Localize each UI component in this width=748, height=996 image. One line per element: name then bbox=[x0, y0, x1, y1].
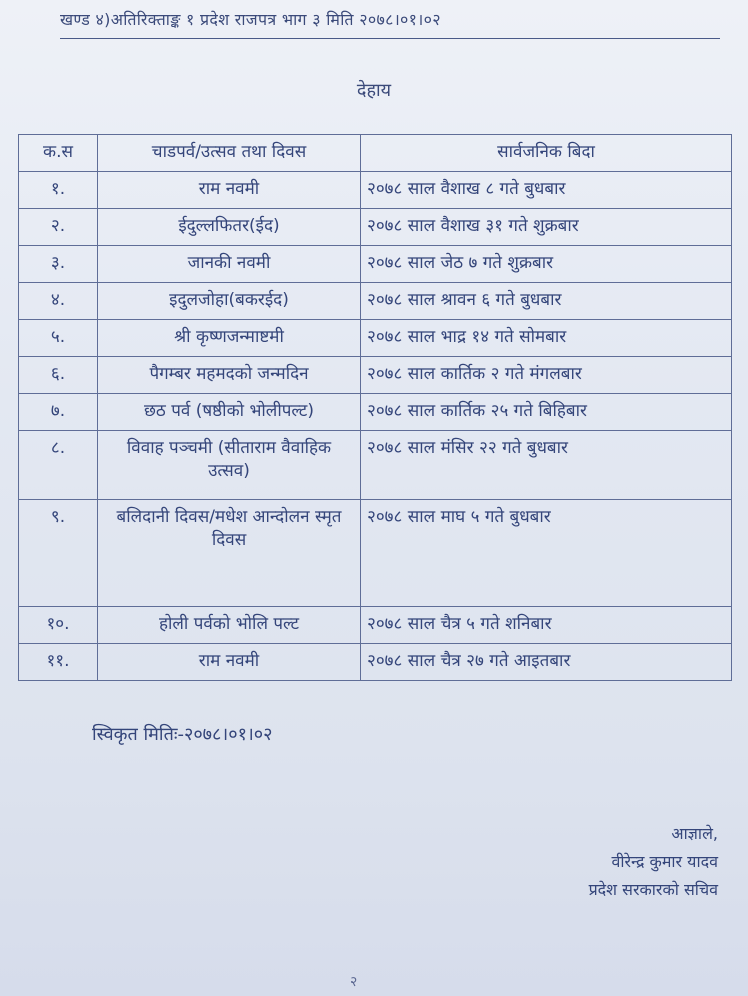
row-sn: ३. bbox=[19, 246, 98, 283]
row-sn: ९. bbox=[19, 500, 98, 607]
holiday-table bbox=[18, 134, 732, 681]
row-date: २०७८ साल चैत्र २७ गते आइतबार bbox=[361, 644, 732, 681]
row-festival: होली पर्वको भोलि पल्ट bbox=[98, 607, 361, 644]
table-row bbox=[19, 431, 732, 500]
column-header-festival: चाडपर्व/उत्सव तथा दिवस bbox=[98, 135, 361, 172]
table-header-row bbox=[19, 135, 732, 172]
row-festival: इदुलजोहा(बकरईद) bbox=[98, 283, 361, 320]
row-festival: विवाह पञ्चमी (सीताराम वैवाहिक उत्सव) bbox=[98, 431, 361, 500]
row-date: २०७८ साल वैशाख ८ गते बुधबार bbox=[361, 172, 732, 209]
column-header-holiday: सार्वजनिक बिदा bbox=[361, 135, 732, 172]
row-date: २०७८ साल कार्तिक २५ गते बिहिबार bbox=[361, 394, 732, 431]
row-sn: ११. bbox=[19, 644, 98, 681]
signature-block bbox=[589, 820, 718, 904]
row-festival: श्री कृष्णजन्माष्टमी bbox=[98, 320, 361, 357]
table-row bbox=[19, 500, 732, 607]
table-row bbox=[19, 644, 732, 681]
row-festival: ईदुल्लफितर(ईद) bbox=[98, 209, 361, 246]
row-date: २०७८ साल माघ ५ गते बुधबार bbox=[361, 500, 732, 607]
table-row bbox=[19, 357, 732, 394]
row-festival: राम नवमी bbox=[98, 172, 361, 209]
row-sn: ५. bbox=[19, 320, 98, 357]
table-row bbox=[19, 394, 732, 431]
annex-title: देहाय bbox=[356, 80, 392, 101]
row-festival: पैगम्बर महमदको जन्मदिन bbox=[98, 357, 361, 394]
row-festival: छठ पर्व (षष्ठीको भोलीपल्ट) bbox=[98, 394, 361, 431]
row-date: २०७८ साल भाद्र १४ गते सोमबार bbox=[361, 320, 732, 357]
table-row bbox=[19, 283, 732, 320]
signature-title: प्रदेश सरकारको सचिव bbox=[588, 880, 718, 899]
row-sn: ६. bbox=[19, 357, 98, 394]
row-date: २०७८ साल वैशाख ३१ गते शुक्रबार bbox=[361, 209, 732, 246]
row-sn: ४. bbox=[19, 283, 98, 320]
row-festival: बलिदानी दिवस/मधेश आन्दोलन स्मृत दिवस bbox=[98, 500, 361, 607]
table-row bbox=[19, 209, 732, 246]
row-sn: ७. bbox=[19, 394, 98, 431]
table-row bbox=[19, 320, 732, 357]
row-date: २०७८ साल श्रावन ६ गते बुधबार bbox=[361, 283, 732, 320]
signature-name: वीरेन्द्र कुमार यादव bbox=[611, 852, 718, 871]
row-festival: जानकी नवमी bbox=[98, 246, 361, 283]
row-date: २०७८ साल कार्तिक २ गते मंगलबार bbox=[361, 357, 732, 394]
table-row bbox=[19, 246, 732, 283]
page-number: २ bbox=[350, 974, 358, 990]
approved-date: स्विकृत मितिः-२०७८।०१।०२ bbox=[92, 724, 273, 745]
row-sn: ८. bbox=[19, 431, 98, 500]
row-date: २०७८ साल मंसिर २२ गते बुधबार bbox=[361, 431, 732, 500]
column-header-sn: क.स bbox=[19, 135, 98, 172]
gazette-header: खण्ड ४)अतिरिक्ताङ्क १ प्रदेश राजपत्र भाग ३ मिति २०७८।०१।०२ bbox=[60, 8, 720, 39]
signature-order: आज्ञाले, bbox=[671, 824, 718, 843]
row-date: २०७८ साल चैत्र ५ गते शनिबार bbox=[361, 607, 732, 644]
row-sn: १. bbox=[19, 172, 98, 209]
table-row bbox=[19, 172, 732, 209]
row-festival: राम नवमी bbox=[98, 644, 361, 681]
row-sn: १०. bbox=[19, 607, 98, 644]
row-date: २०७८ साल जेठ ७ गते शुक्रबार bbox=[361, 246, 732, 283]
table-row bbox=[19, 607, 732, 644]
row-sn: २. bbox=[19, 209, 98, 246]
